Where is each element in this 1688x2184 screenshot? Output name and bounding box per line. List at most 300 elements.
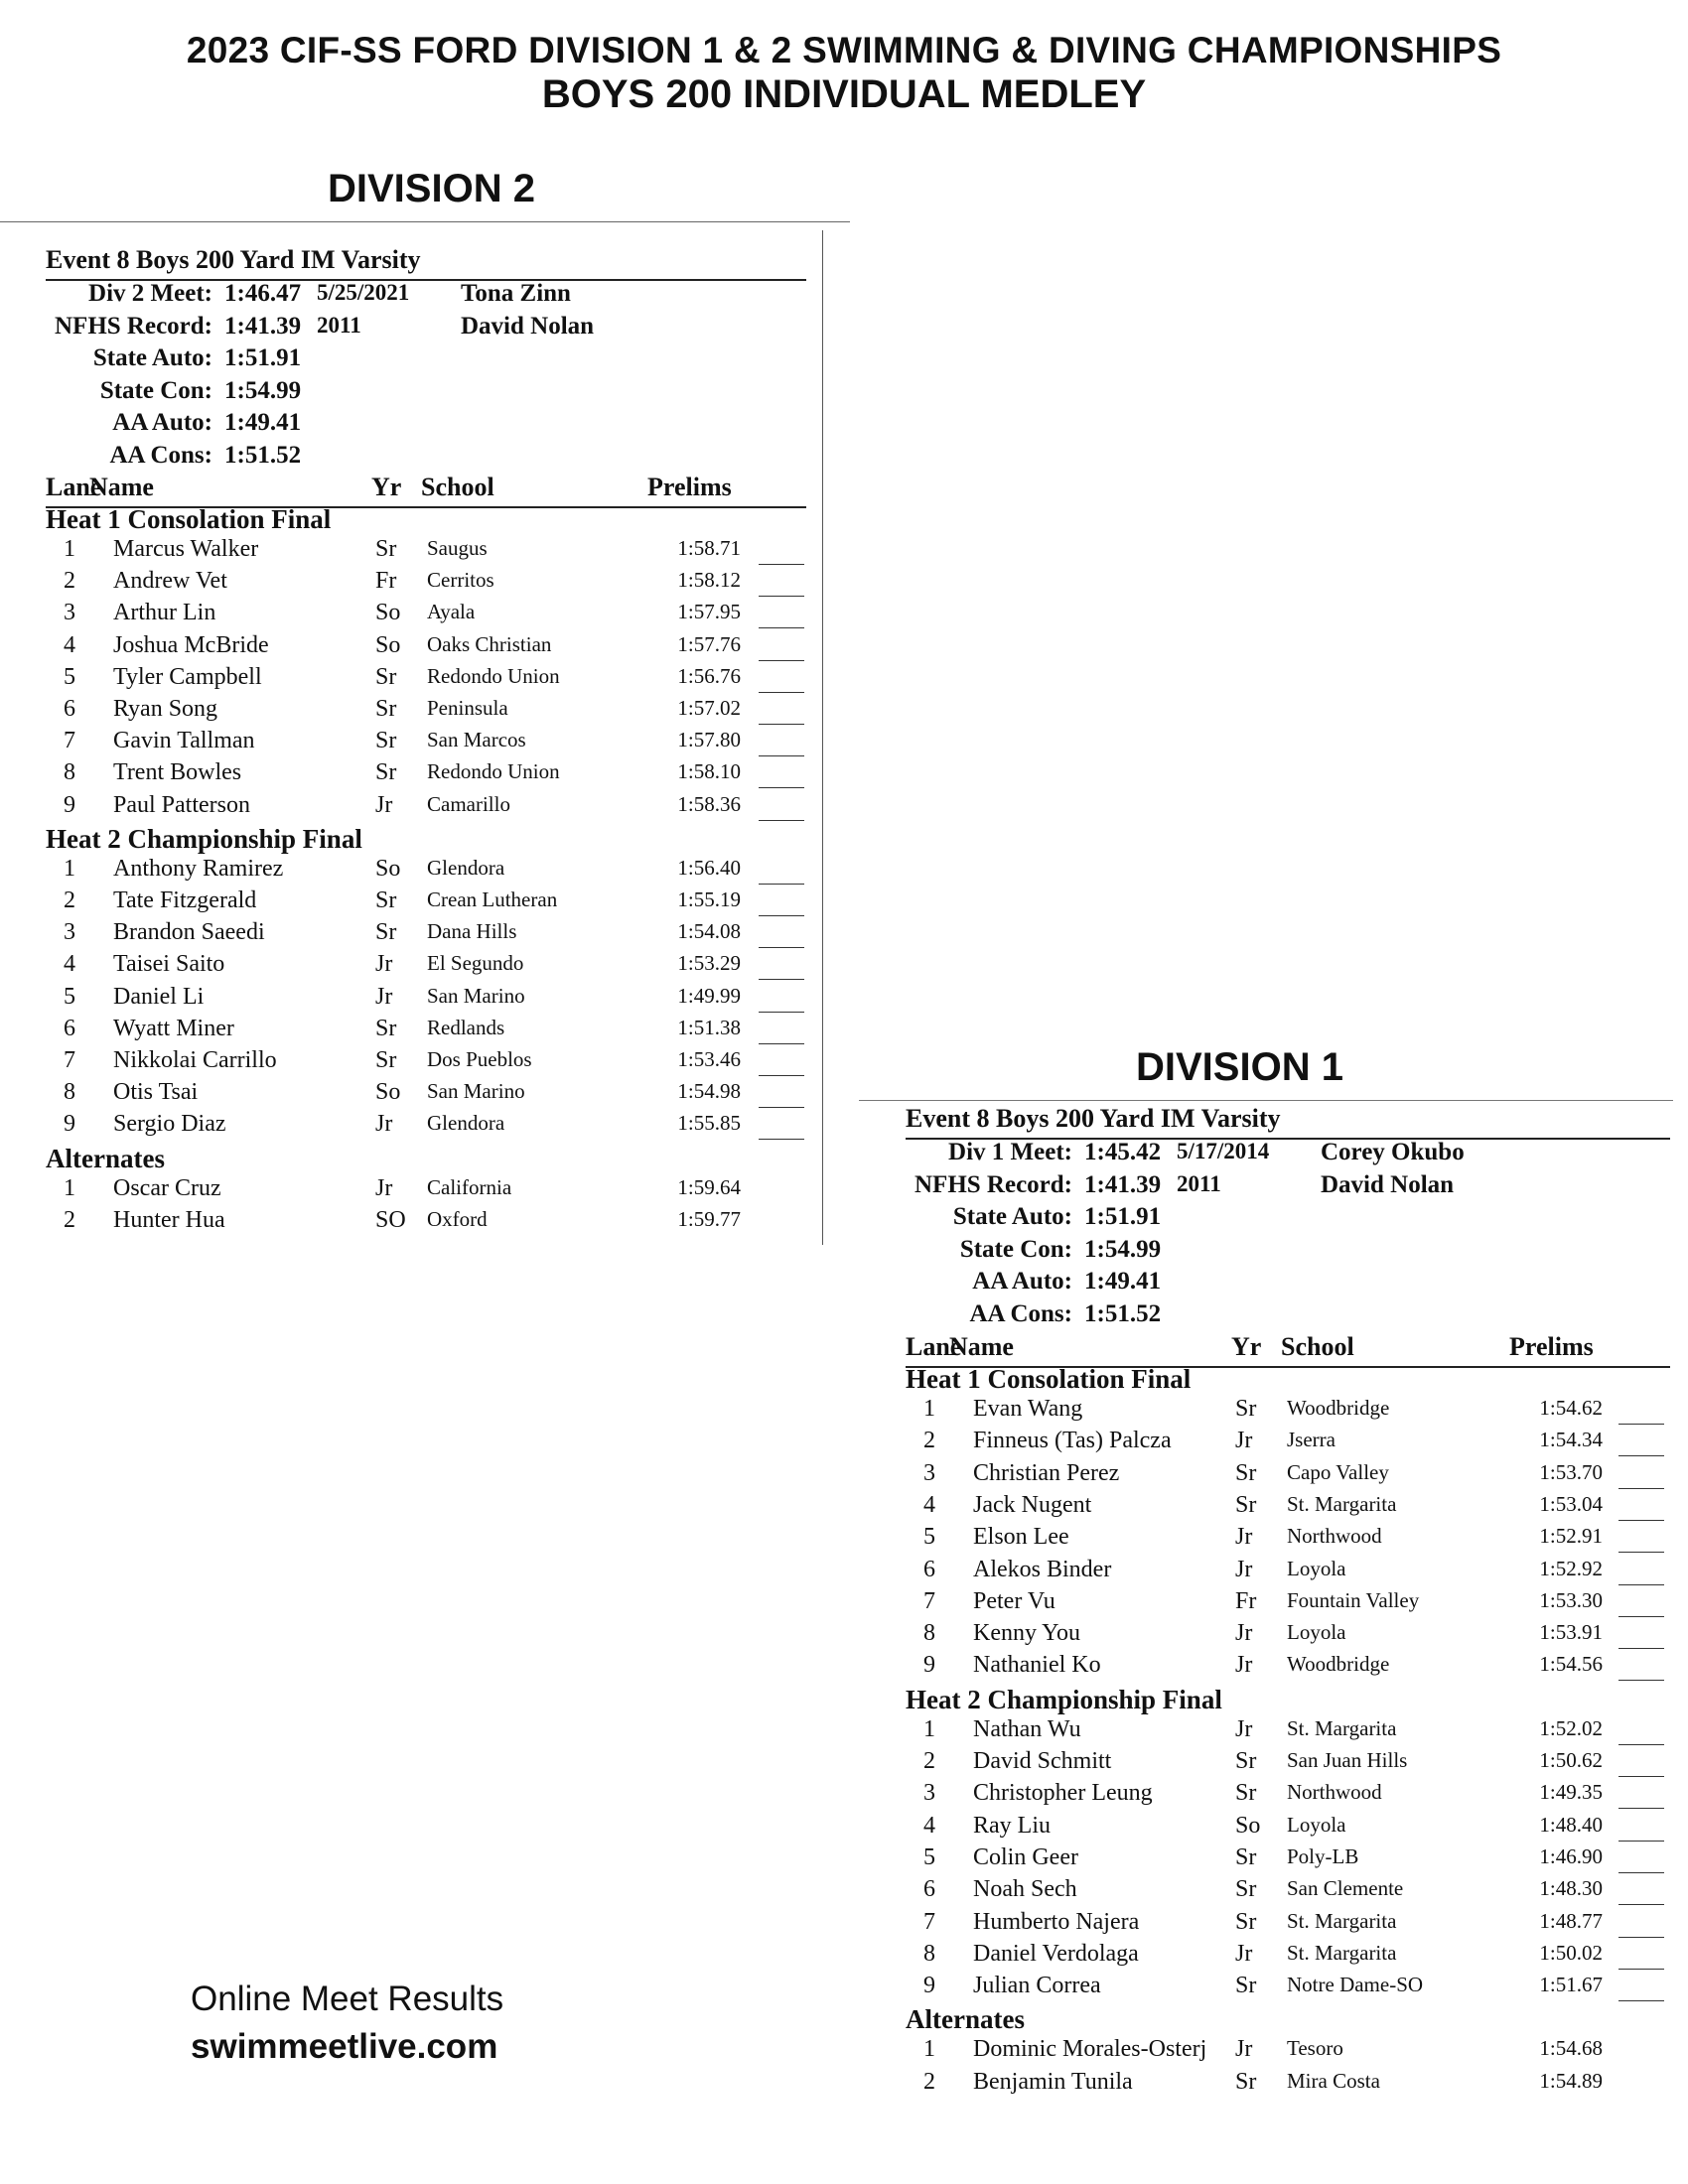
swimmer-school: Fountain Valley [1287, 1587, 1420, 1612]
swimmer-row [906, 1716, 1670, 1748]
division-2-side-rule [822, 230, 823, 1245]
record-time: 1:45.42 [1084, 1139, 1162, 1165]
swimmer-year: Sr [375, 919, 397, 946]
swimmer-row [906, 1557, 1670, 1588]
swimmer-school: El Segundo [427, 951, 524, 976]
lane-number: 2 [64, 1206, 75, 1233]
finals-time-blank [759, 564, 804, 565]
swimmer-year: Jr [1235, 2036, 1253, 2063]
finals-time-blank [759, 755, 804, 756]
prelim-time: 1:54.62 [1539, 1396, 1603, 1420]
finals-time-blank [759, 1012, 804, 1013]
swimmer-school: Dos Pueblos [427, 1047, 532, 1071]
prelim-time: 1:57.76 [677, 631, 741, 656]
swimmer-school: San Clemente [1287, 1876, 1404, 1901]
prelim-time: 1:50.02 [1539, 1940, 1603, 1965]
alternates-heading: Alternates [906, 2004, 1025, 2035]
lane-number: 4 [64, 631, 75, 658]
swimmer-year: Jr [1235, 1715, 1253, 1742]
record-row [46, 280, 806, 312]
finals-time-blank [759, 820, 804, 821]
prelim-time: 1:57.02 [677, 696, 741, 720]
record-label: AA Auto: [972, 1268, 1072, 1295]
prelim-time: 1:51.67 [1539, 1973, 1603, 1997]
finals-time-blank [1618, 1808, 1664, 1809]
swimmer-row [46, 887, 806, 919]
lane-number: 6 [64, 696, 75, 722]
column-header-prelims: Prelims [647, 473, 732, 501]
swimmer-year: Sr [375, 696, 397, 722]
record-time: 1:54.99 [224, 376, 302, 404]
record-label: AA Cons: [109, 441, 212, 469]
swimmer-school: St. Margarita [1287, 1715, 1397, 1740]
column-header-school: School [1281, 1332, 1354, 1361]
swimmer-name: Tyler Campbell [113, 663, 262, 690]
prelim-time: 1:55.85 [677, 1111, 741, 1136]
lane-number: 2 [64, 568, 75, 595]
lane-number: 3 [64, 600, 75, 626]
swimmer-row [906, 1492, 1670, 1524]
swimmer-year: Jr [375, 983, 393, 1010]
prelim-time: 1:53.91 [1539, 1620, 1603, 1645]
swimmer-row [46, 919, 806, 951]
record-label: Div 1 Meet: [948, 1139, 1072, 1165]
finals-time-blank [1618, 1744, 1664, 1745]
record-holder: David Nolan [1321, 1170, 1455, 1198]
prelim-time: 1:58.10 [677, 759, 741, 784]
swimmer-name: Otis Tsai [113, 1079, 199, 1106]
swimmer-row [906, 1428, 1670, 1459]
swimmer-name: Jack Nugent [973, 1491, 1092, 1518]
swimmer-name: Ray Liu [973, 1812, 1051, 1839]
swimmer-row [906, 1780, 1670, 1812]
swimmer-school: Crean Lutheran [427, 887, 558, 911]
swimmer-row [46, 1047, 806, 1079]
swimmer-row [906, 1588, 1670, 1620]
prelim-time: 1:52.92 [1539, 1556, 1603, 1580]
record-label: State Auto: [92, 344, 212, 371]
division-1-title: DIVISION 1 [1136, 1045, 1343, 1089]
swimmer-name: Christopher Leung [973, 1780, 1153, 1807]
swimmer-school: Capo Valley [1287, 1459, 1389, 1484]
lane-number: 6 [923, 1556, 935, 1582]
prelim-time: 1:59.64 [677, 1174, 741, 1199]
swimmer-school: Dana Hills [427, 919, 517, 944]
lane-number: 2 [64, 887, 75, 913]
swimmer-name: Finneus (Tas) Palcza [973, 1428, 1172, 1454]
swimmer-school: Oxford [427, 1206, 488, 1231]
swimmer-name: Arthur Lin [113, 600, 216, 626]
swimmer-row [46, 1016, 806, 1047]
division-2-title: DIVISION 2 [328, 167, 535, 210]
finals-time-blank [759, 979, 804, 980]
finals-time-blank [1618, 1584, 1664, 1585]
swimmer-row [46, 664, 806, 696]
swimmer-name: Nathaniel Ko [973, 1652, 1101, 1679]
event-heading: Event 8 Boys 200 Yard IM Varsity [906, 1104, 1281, 1133]
record-label: State Con: [99, 376, 212, 404]
record-label: AA Cons: [969, 1299, 1072, 1327]
record-row [46, 344, 806, 376]
swimmer-school: Redlands [427, 1015, 505, 1039]
swimmer-row [46, 856, 806, 887]
swimmer-row [906, 1748, 1670, 1780]
record-row [906, 1139, 1670, 1170]
record-time: 1:54.99 [1084, 1235, 1162, 1263]
record-time: 1:49.41 [1084, 1268, 1162, 1295]
finals-time-blank [759, 692, 804, 693]
swimmer-year: So [375, 631, 401, 658]
swimmer-year: Jr [375, 1174, 393, 1201]
record-time: 1:51.52 [1084, 1299, 1162, 1327]
finals-time-blank [1618, 1648, 1664, 1649]
swimmer-year: Sr [1235, 1396, 1257, 1422]
swimmer-name: Colin Geer [973, 1843, 1078, 1870]
swimmer-school: Saugus [427, 536, 488, 560]
swimmer-year: Sr [1235, 2068, 1257, 2095]
lane-number: 6 [923, 1876, 935, 1903]
prelim-time: 1:53.04 [1539, 1491, 1603, 1516]
swimmer-name: Benjamin Tunila [973, 2068, 1133, 2095]
column-header-lane: Lane [46, 473, 102, 501]
lane-number: 9 [923, 1652, 935, 1679]
prelim-time: 1:54.08 [677, 919, 741, 944]
alternate-row [906, 2069, 1670, 2101]
swimmer-year: Sr [375, 536, 397, 562]
swimmer-school: Woodbridge [1287, 1396, 1390, 1420]
lane-number: 7 [64, 1047, 75, 1073]
finals-time-blank [1618, 1616, 1664, 1617]
lane-number: 5 [923, 1524, 935, 1551]
swimmer-name: Sergio Diaz [113, 1111, 226, 1138]
swimmer-name: Tate Fitzgerald [113, 887, 257, 913]
swimmer-school: Glendora [427, 855, 505, 880]
prelim-time: 1:58.71 [677, 536, 741, 560]
prelim-time: 1:53.29 [677, 951, 741, 976]
finals-time-blank [759, 947, 804, 948]
swimmer-year: Fr [1235, 1587, 1257, 1614]
swimmer-year: Sr [1235, 1973, 1257, 1999]
prelim-time: 1:54.98 [677, 1079, 741, 1104]
record-holder: David Nolan [461, 312, 595, 340]
event-title: BOYS 200 INDIVIDUAL MEDLEY [541, 72, 1147, 116]
prelim-time: 1:59.77 [677, 1206, 741, 1231]
swimmer-name: Kenny You [973, 1620, 1081, 1647]
prelim-time: 1:56.76 [677, 663, 741, 688]
swimmer-name: Julian Correa [973, 1973, 1101, 1999]
swimmer-school: Camarillo [427, 791, 510, 816]
swimmer-school: Northwood [1287, 1524, 1382, 1549]
column-header-lane: Lane [906, 1332, 962, 1361]
swimmer-row [46, 984, 806, 1016]
finals-time-blank [759, 660, 804, 661]
alternate-row [46, 1207, 806, 1239]
swimmer-year: So [1235, 1812, 1261, 1839]
record-holder: Tona Zinn [461, 280, 571, 307]
prelim-time: 1:54.56 [1539, 1652, 1603, 1677]
swimmer-school: St. Margarita [1287, 1940, 1397, 1965]
alternate-row [46, 1175, 806, 1207]
swimmer-school: Redondo Union [427, 759, 560, 784]
swimmer-school: Poly-LB [1287, 1843, 1359, 1868]
swimmer-name: Taisei Saito [113, 951, 225, 978]
heat2-heading: Heat 2 Championship Final [906, 1684, 1222, 1714]
prelim-time: 1:50.62 [1539, 1748, 1603, 1772]
swimmer-name: Oscar Cruz [113, 1174, 221, 1201]
swimmer-school: Redondo Union [427, 663, 560, 688]
record-label: State Auto: [952, 1203, 1072, 1230]
record-label: AA Auto: [112, 409, 212, 436]
prelim-time: 1:54.68 [1539, 2036, 1603, 2061]
finals-time-blank [759, 627, 804, 628]
column-header-name: Name [89, 473, 154, 501]
finals-time-blank [1618, 2000, 1664, 2001]
lane-number: 5 [64, 663, 75, 690]
lane-number: 1 [64, 1174, 75, 1201]
finals-time-blank [1618, 1776, 1664, 1777]
swimmer-row [906, 1844, 1670, 1876]
swimmer-row [906, 1460, 1670, 1492]
swimmer-year: Sr [1235, 1491, 1257, 1518]
record-holder: Corey Okubo [1321, 1139, 1465, 1165]
swimmer-school: Loyola [1287, 1620, 1346, 1645]
event-heading: Event 8 Boys 200 Yard IM Varsity [46, 245, 421, 274]
swimmer-name: Brandon Saeedi [113, 919, 265, 946]
swimmer-name: Hunter Hua [113, 1206, 225, 1233]
swimmer-name: Joshua McBride [113, 631, 269, 658]
record-time: 1:51.91 [1084, 1203, 1162, 1230]
swimmer-school: Loyola [1287, 1556, 1346, 1580]
swimmer-school: Tesoro [1287, 2036, 1343, 2061]
swimmer-name: Trent Bowles [113, 759, 242, 786]
record-time: 1:51.91 [224, 344, 302, 371]
swimmer-row [906, 1941, 1670, 1973]
swimmer-year: Jr [1235, 1940, 1253, 1967]
swimmer-year: SO [375, 1206, 406, 1233]
swimmer-school: St. Margarita [1287, 1491, 1397, 1516]
swimmer-row [906, 1909, 1670, 1941]
record-time: 1:51.52 [224, 441, 302, 469]
record-row [46, 442, 806, 474]
swimmer-row [906, 1652, 1670, 1684]
swimmer-year: So [375, 1079, 401, 1106]
lane-number: 6 [64, 1015, 75, 1041]
lane-number: 4 [923, 1812, 935, 1839]
lane-number: 4 [923, 1491, 935, 1518]
swimmer-row [906, 1876, 1670, 1908]
lane-number: 1 [64, 855, 75, 882]
swimmer-year: So [375, 855, 401, 882]
swimmer-name: Dominic Morales-Osterj [973, 2036, 1207, 2063]
swimmer-row [46, 536, 806, 568]
lane-number: 8 [923, 1620, 935, 1647]
prelim-time: 1:57.80 [677, 728, 741, 752]
finals-time-blank [759, 1043, 804, 1044]
alternates-heading: Alternates [46, 1143, 165, 1173]
prelim-time: 1:52.91 [1539, 1524, 1603, 1549]
finals-time-blank [1618, 1969, 1664, 1970]
swimmer-year: Sr [375, 759, 397, 786]
swimmer-name: Evan Wang [973, 1396, 1083, 1422]
record-label: NFHS Record: [914, 1170, 1072, 1198]
lane-number: 5 [64, 983, 75, 1010]
lane-number: 1 [923, 1396, 935, 1422]
column-header-yr: Yr [371, 473, 402, 501]
swimmer-school: San Marino [427, 983, 525, 1008]
finals-time-blank [1618, 1424, 1664, 1425]
record-row [906, 1203, 1670, 1235]
record-time: 1:41.39 [224, 312, 302, 340]
division-1-top-rule [859, 1100, 1673, 1101]
swimmer-name: Daniel Verdolaga [973, 1940, 1139, 1967]
swimmer-school: St. Margarita [1287, 1908, 1397, 1933]
swimmer-school: San Juan Hills [1287, 1748, 1408, 1772]
swimmer-school: Woodbridge [1287, 1652, 1390, 1677]
swimmer-name: Wyatt Miner [113, 1015, 234, 1041]
lane-number: 9 [923, 1973, 935, 1999]
record-label: NFHS Record: [55, 312, 212, 340]
swimmer-row [46, 951, 806, 983]
lane-number: 2 [923, 1748, 935, 1774]
finals-time-blank [1618, 1488, 1664, 1489]
prelim-time: 1:48.30 [1539, 1876, 1603, 1901]
swimmer-row [46, 696, 806, 728]
record-time: 1:41.39 [1084, 1170, 1162, 1198]
swimmer-name: Nikkolai Carrillo [113, 1047, 277, 1073]
lane-number: 3 [923, 1780, 935, 1807]
swimmer-row [46, 759, 806, 791]
lane-number: 1 [923, 1715, 935, 1742]
swimmer-name: Anthony Ramirez [113, 855, 284, 882]
swimmer-school: Notre Dame-SO [1287, 1973, 1424, 1997]
record-row [906, 1236, 1670, 1268]
swimmer-name: Gavin Tallman [113, 728, 255, 754]
prelim-time: 1:53.46 [677, 1047, 741, 1071]
swimmer-row [46, 568, 806, 600]
column-header-prelims: Prelims [1509, 1332, 1594, 1361]
prelim-time: 1:58.12 [677, 568, 741, 593]
finals-time-blank [1618, 1904, 1664, 1905]
lane-number: 4 [64, 951, 75, 978]
swimmer-school: San Marino [427, 1079, 525, 1104]
prelim-time: 1:49.99 [677, 983, 741, 1008]
heat2-heading: Heat 2 Championship Final [46, 823, 362, 854]
swimmer-year: So [375, 600, 401, 626]
swimmer-row [906, 1524, 1670, 1556]
prelim-time: 1:48.77 [1539, 1908, 1603, 1933]
swimmer-school: Peninsula [427, 696, 508, 720]
swimmer-row [46, 600, 806, 631]
prelim-time: 1:51.38 [677, 1015, 741, 1039]
prelim-time: 1:52.02 [1539, 1715, 1603, 1740]
swimmer-name: Christian Perez [973, 1459, 1120, 1486]
lane-number: 2 [923, 2068, 935, 2095]
finals-time-blank [1618, 1872, 1664, 1873]
finals-time-blank [759, 724, 804, 725]
lane-number: 8 [64, 1079, 75, 1106]
finals-time-blank [1618, 1937, 1664, 1938]
finals-time-blank [759, 596, 804, 597]
record-date: 2011 [1177, 1170, 1221, 1196]
record-row [46, 377, 806, 409]
swimmer-year: Jr [375, 1111, 393, 1138]
column-header-school: School [421, 473, 494, 501]
swimmer-name: Paul Patterson [113, 791, 250, 818]
swimmer-year: Sr [1235, 1908, 1257, 1935]
swimmer-name: Alekos Binder [973, 1556, 1112, 1582]
finals-time-blank [1618, 1552, 1664, 1553]
record-time: 1:46.47 [224, 280, 302, 307]
lane-number: 1 [64, 536, 75, 562]
swimmer-name: Ryan Song [113, 696, 218, 722]
division-2-top-rule [0, 221, 850, 222]
swimmer-name: Elson Lee [973, 1524, 1069, 1551]
prelim-time: 1:55.19 [677, 887, 741, 911]
swimmer-row [906, 1813, 1670, 1844]
swimmer-year: Sr [1235, 1748, 1257, 1774]
prelim-time: 1:49.35 [1539, 1780, 1603, 1805]
swimmer-name: Noah Sech [973, 1876, 1077, 1903]
heat1-heading: Heat 1 Consolation Final [906, 1364, 1192, 1394]
swimmer-year: Sr [375, 663, 397, 690]
swimmer-name: Peter Vu [973, 1587, 1055, 1614]
record-date: 2011 [317, 312, 361, 338]
footer-online-results: Online Meet Results [191, 1979, 504, 2018]
swimmer-school: Jserra [1287, 1428, 1336, 1452]
column-header-yr: Yr [1231, 1332, 1262, 1361]
swimmer-name: Nathan Wu [973, 1715, 1081, 1742]
prelim-time: 1:58.36 [677, 791, 741, 816]
prelim-time: 1:53.30 [1539, 1587, 1603, 1612]
swimmer-name: Andrew Vet [113, 568, 227, 595]
swimmer-year: Jr [375, 951, 393, 978]
swimmer-school: California [427, 1174, 512, 1199]
meet-title: 2023 CIF-SS FORD DIVISION 1 & 2 SWIMMING & DIVING CHAMPIONSHIPS [186, 30, 1502, 70]
swimmer-school: Northwood [1287, 1780, 1382, 1805]
swimmer-year: Sr [1235, 1780, 1257, 1807]
swimmer-school: Ayala [427, 600, 476, 624]
swimmer-name: Marcus Walker [113, 536, 259, 562]
swimmer-year: Jr [1235, 1428, 1253, 1454]
swimmer-year: Sr [375, 1047, 397, 1073]
swimmer-year: Fr [375, 568, 397, 595]
finals-time-blank [1618, 1680, 1664, 1681]
swimmer-row [906, 1620, 1670, 1652]
finals-time-blank [759, 1075, 804, 1076]
swimmer-year: Jr [1235, 1620, 1253, 1647]
lane-number: 8 [64, 759, 75, 786]
prelim-time: 1:53.70 [1539, 1459, 1603, 1484]
swimmer-year: Sr [1235, 1459, 1257, 1486]
swimmer-row [46, 1079, 806, 1111]
lane-number: 3 [64, 919, 75, 946]
record-label: Div 2 Meet: [88, 280, 212, 307]
lane-number: 8 [923, 1940, 935, 1967]
finals-time-blank [1618, 1520, 1664, 1521]
swimmer-year: Sr [1235, 1876, 1257, 1903]
record-time: 1:49.41 [224, 409, 302, 436]
lane-number: 5 [923, 1843, 935, 1870]
lane-number: 9 [64, 1111, 75, 1138]
swimmer-year: Jr [1235, 1652, 1253, 1679]
prelim-time: 1:54.34 [1539, 1428, 1603, 1452]
record-row [906, 1268, 1670, 1299]
prelim-time: 1:57.95 [677, 600, 741, 624]
swimmer-row [46, 632, 806, 664]
lane-number: 7 [64, 728, 75, 754]
finals-time-blank [759, 1139, 804, 1140]
finals-time-blank [1618, 1455, 1664, 1456]
